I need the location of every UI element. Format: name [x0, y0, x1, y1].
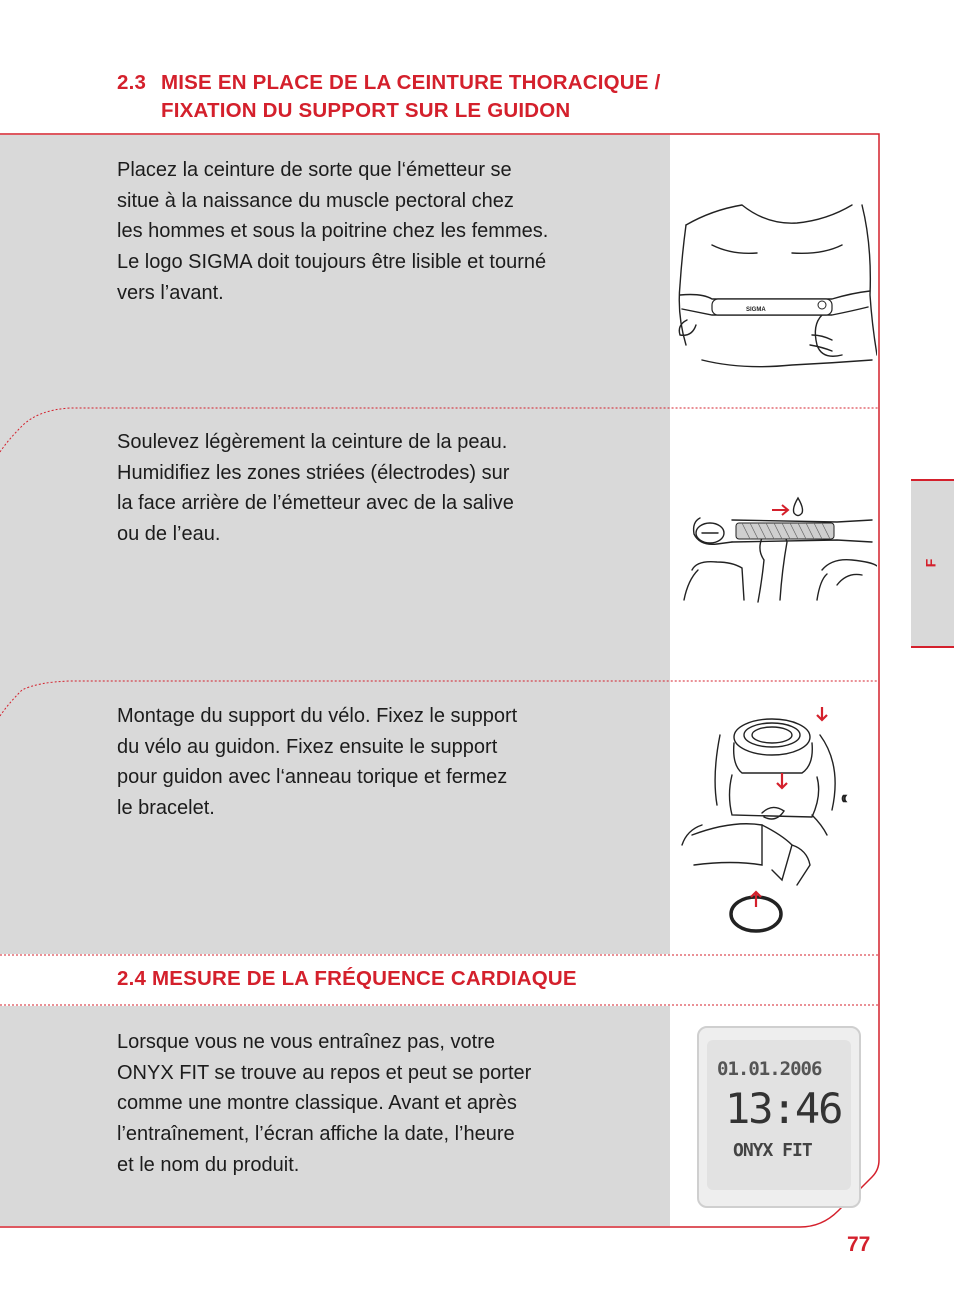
section-2-4-line-2: ONYX FIT se trouve au repos et peut se porter	[117, 1061, 532, 1084]
section-2-3-title-line2: FIXATION DU SUPPORT SUR LE GUIDON	[161, 99, 571, 122]
section-2-3-title-line1: MISE EN PLACE DE LA CEINTURE THORACIQUE /	[161, 71, 661, 94]
language-tab-label: F	[922, 558, 939, 568]
step-3-line-1: Montage du support du vélo. Fixez le support	[117, 705, 518, 727]
step-1-line-2: situe à la naissance du muscle pectoral chez	[117, 189, 514, 212]
language-tab	[911, 479, 954, 648]
step-1-line-1: Placez la ceinture de sorte que l‘émetteur se	[117, 159, 512, 181]
step-2-line-3: la face arrière de l’émetteur avec de la salive	[117, 492, 514, 515]
display-time: 13:46	[725, 1084, 842, 1133]
section-2-4-line-1: Lorsque vous ne vous entraînez pas, votre	[117, 1031, 496, 1053]
section-2-4-line-4: l’entraînement, l’écran affiche la date, l’heure	[117, 1123, 515, 1146]
watch-display	[697, 1026, 861, 1208]
water-drop-icon	[794, 498, 803, 516]
step-3-line-3: pour guidon avec l‘anneau torique et fermez	[117, 766, 508, 789]
handlebar-mount-illustration	[672, 695, 877, 940]
section-2-4-line-5: et le nom du produit.	[117, 1153, 300, 1176]
svg-text:((: ((	[842, 796, 846, 802]
display-inner	[707, 1040, 851, 1190]
step-2-line-2: Humidifiez les zones striées (électrodes) sur	[117, 461, 510, 484]
moisten-electrodes-illustration	[672, 490, 877, 610]
section-2-4-text	[117, 1027, 657, 1181]
step-3-text	[117, 701, 657, 824]
step-1-line-5: vers l’avant.	[117, 281, 224, 304]
step-2-line-4: ou de l’eau.	[117, 523, 221, 546]
section-2-4-title: 2.4 MESURE DE LA FRÉQUENCE CARDIAQUE	[117, 967, 577, 990]
chest-strap-illustration	[672, 185, 877, 380]
display-date: 01.01.2006	[717, 1058, 822, 1080]
strap-logo: SIGMA	[746, 307, 766, 313]
section-2-4-line-3: comme une montre classique. Avant et après	[117, 1092, 517, 1115]
step-3-line-2: du vélo au guidon. Fixez ensuite le support	[117, 735, 498, 758]
section-2-3-number: 2.3	[117, 71, 147, 94]
step-1-line-3: les hommes et sous la poitrine chez les femmes.	[117, 220, 549, 243]
step-1-text	[117, 155, 657, 309]
step-2-text	[117, 427, 657, 550]
display-product: ONYX FIT	[733, 1140, 812, 1161]
step-2-line-1: Soulevez légèrement la ceinture de la peau.	[117, 431, 508, 453]
page-number: 77	[847, 1233, 871, 1256]
step-3-line-4: le bracelet.	[117, 797, 215, 820]
step-1-line-4: Le logo SIGMA doit toujours être lisible et tourné	[117, 251, 547, 274]
